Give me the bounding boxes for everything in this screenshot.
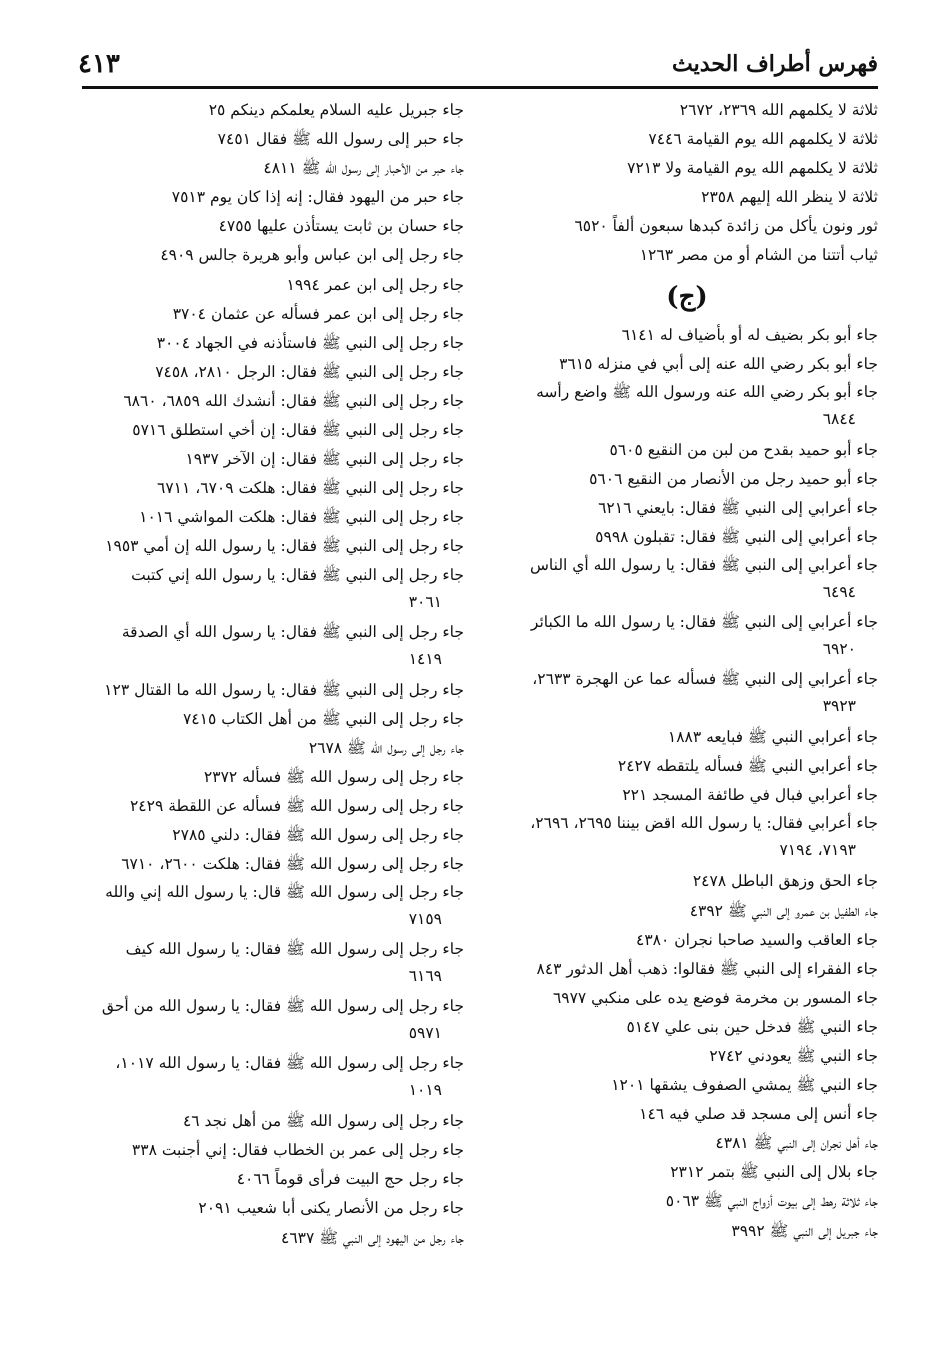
index-entry — [82, 792, 464, 821]
entry-continuation: ٧١٥٩ — [408, 910, 442, 929]
entry-text: جاء رجل إلى النبي ﷺ فقال: أنشدك الله ٦٨٥٩، ٦٨٦٠ — [123, 391, 464, 410]
entry-text: جاء رجل إلى النبي ﷺ فقال: يا رسول الله أي الصدقة — [121, 622, 464, 641]
entry-text: جاء أعرابي فبال في طائفة المسجد ٢٢١ — [622, 786, 878, 805]
index-entry — [82, 821, 464, 850]
index-entry — [82, 503, 464, 532]
entry-text: جاء أعرابي فقال: يا رسول الله اقض بيننا ٢٦٩٥، ٢٦٩٦، — [530, 814, 878, 833]
index-entry — [496, 465, 878, 494]
entry-text: جاء أبو حميد رجل من الأنصار من النقيع ٥٦٠٦ — [589, 469, 878, 488]
entry-text: جاء أبو بكر بضيف له أو بأضياف له ٦١٤١ — [621, 325, 878, 344]
index-entry — [496, 1071, 878, 1100]
entry-continuation: ٣٠٦١ — [408, 592, 442, 611]
index-entry — [82, 676, 464, 705]
entry-text: جاء المسور بن مخرمة فوضع يده على منكبي ٦٩٧٧ — [552, 988, 878, 1007]
index-entry — [82, 1165, 464, 1194]
index-entry: ثور ونون يأكل من زائدة كبدها سبعون ألفاً ٦٥٢٠ — [574, 217, 878, 236]
index-entry — [82, 705, 464, 734]
page-title: فهرس أطراف الحديث — [672, 51, 878, 77]
entry-text: جاء رجل إلى رسول الله ﷺ فقال: هلكت ٢٦٠٠، ٦٧١٠ — [121, 855, 464, 874]
index-entry — [82, 358, 464, 387]
index-entry — [82, 936, 464, 990]
index-entry — [82, 183, 464, 212]
index-entry: ثياب أتتنا من الشام أو من مصر ١٢٦٣ — [639, 246, 878, 265]
entry-text: جاء النبي ﷺ يعودني ٢٧٤٢ — [709, 1046, 878, 1065]
page-header — [78, 44, 878, 84]
entry-continuation: ٥٩٧١ — [408, 1024, 442, 1043]
entry-continuation: ١٤١٩ — [408, 649, 442, 668]
entry-continuation: ٦٤٩٤ — [822, 583, 856, 602]
index-entry — [496, 436, 878, 465]
entry-text: جاء رجل إلى النبي ﷺ فاستأذنه في الجهاد ٣٠٠٤ — [156, 333, 464, 352]
entry-continuation: ٦١٦٩ — [408, 967, 442, 986]
entry-text: جاء الفقراء إلى النبي ﷺ فقالوا: ذهب أهل الدثور ٨٤٣ — [536, 959, 878, 978]
index-entry — [496, 666, 878, 720]
index-entry — [496, 379, 878, 433]
entry-text: جاء رجل إلى عمر بن الخطاب فقال: إني أجنبت ٣٣٨ — [131, 1141, 464, 1160]
index-entry — [496, 984, 878, 1013]
index-entry — [82, 532, 464, 561]
entry-text: جاء رجل إلى النبي ﷺ فقال: إن الآخر ١٩٣٧ — [185, 450, 464, 469]
entry-text: جاء أبو حميد بقدح من لبن من النقيع ٥٦٠٥ — [609, 440, 878, 459]
entry-text: جاء جبريل إلى النبي ﷺ ٣٩٩٢ — [731, 1221, 878, 1240]
entry-text: جاء الحق وزهق الباطل ٢٤٧٨ — [692, 872, 878, 891]
index-entry — [82, 154, 464, 183]
index-entry — [496, 1129, 878, 1158]
entry-text: جاء رجل إلى رسول الله ﷺ فقال: يا رسول الله ١٠١٧، — [115, 1054, 464, 1073]
entry-text: جاء الطفيل بن عمرو إلى النبي ﷺ ٤٣٩٢ — [689, 901, 878, 920]
entry-text: جاء العاقب والسيد صاحبا نجران ٤٣٨٠ — [636, 930, 878, 949]
header-divider — [82, 86, 878, 89]
index-entry — [496, 1217, 878, 1246]
entry-text: جاء بلال إلى النبي ﷺ بتمر ٢٣١٢ — [670, 1163, 878, 1182]
entry-text: جاء رجل إلى رسول الله ﷺ فقال: يا رسول الله كيف — [125, 940, 464, 959]
index-entry — [82, 879, 464, 933]
entry-text: جاء أعرابي إلى النبي ﷺ فسأله عما عن الهجرة ٢٦٣٣، — [532, 670, 878, 689]
index-entry: ثلاثة لا ينظر الله إليهم ٢٣٥٨ — [701, 188, 878, 207]
entry-text: جاء أعرابي إلى النبي ﷺ فقال: تقبلون ٥٩٩٨ — [595, 528, 878, 547]
entry-text: جاء أهل نجران إلى النبي ﷺ ٤٣٨١ — [715, 1134, 878, 1153]
entry-text: جاء النبي ﷺ فدخل حين بنى علي ٥١٤٧ — [626, 1017, 878, 1036]
index-entry: ثلاثة لا يكلمهم الله يوم القيامة ٧٤٤٦ — [648, 130, 878, 149]
entry-text: جاء أعرابي النبي ﷺ فسأله يلتقطه ٢٤٢٧ — [617, 757, 878, 776]
index-entry — [496, 350, 878, 379]
entry-text: جاء أعرابي النبي ﷺ فبايعه ١٨٨٣ — [667, 728, 878, 747]
index-entry — [82, 271, 464, 300]
index-entry — [82, 1107, 464, 1136]
entry-text: جاء رجل إلى رسول الله ﷺ فقال: دلني ٢٧٨٥ — [172, 825, 464, 844]
entry-text: جاء رجل إلى النبي ﷺ فقال: إن أخي استطلق ٥٧١٦ — [132, 421, 464, 440]
entry-text: جاء رجل إلى رسول الله ﷺ فسأله عن اللقطة ٢٤٢٩ — [129, 796, 464, 815]
index-entry — [496, 1042, 878, 1071]
index-entry — [82, 763, 464, 792]
index-entry — [82, 619, 464, 673]
section-letter: (ج) — [666, 281, 708, 312]
entry-continuation: ١٠١٩ — [408, 1081, 442, 1100]
index-entry — [496, 494, 878, 523]
index-entry — [82, 241, 464, 270]
entry-text: جاء رجل إلى رسول الله ﷺ من أهل نجد ٤٦ — [182, 1112, 464, 1131]
entry-text: جاء أعرابي إلى النبي ﷺ فقال: يا رسول الله ما الكبائر — [530, 613, 878, 632]
entry-text: جاء رجل إلى رسول الله ﷺ فسأله ٢٣٧٢ — [203, 767, 464, 786]
index-entry: ثلاثة لا يكلمهم الله يوم القيامة ولا ٧٢١٣ — [627, 159, 878, 178]
index-entry — [82, 474, 464, 503]
entry-continuation: ٣٩٢٣ — [822, 697, 856, 716]
entry-text: جاء أنس إلى مسجد قد صلي فيه ١٤٦ — [639, 1105, 878, 1124]
index-entry — [82, 1194, 464, 1223]
index-entry — [82, 445, 464, 474]
entry-text: جاء رجل إلى النبي ﷺ فقال: هلكت ٦٧٠٩، ٦٧١١ — [157, 479, 464, 498]
entry-text: جاء أبو بكر رضي الله عنه ورسول الله ﷺ واضع رأسه — [536, 382, 878, 401]
entry-text: جاء رجل إلى النبي ﷺ فقال: يا رسول الله إن أمي ١٩٥٣ — [105, 537, 464, 556]
index-entry — [496, 1158, 878, 1187]
index-entry — [496, 810, 878, 864]
right-column — [496, 96, 878, 1246]
index-entry — [82, 1224, 464, 1253]
left-column — [82, 96, 464, 1253]
entry-text: جاء جبريل عليه السلام يعلمكم دينكم ٢٥ — [208, 101, 464, 119]
entry-text: جاء رجل حج البيت فرأى قوماً ٤٠٦٦ — [236, 1170, 464, 1189]
index-entry — [496, 897, 878, 926]
entry-text: جاء رجل إلى رسول الله ﷺ ٢٦٧٨ — [308, 738, 464, 757]
index-entry — [496, 955, 878, 984]
index-entry — [82, 212, 464, 241]
index-entry — [496, 552, 878, 606]
entry-text: جاء النبي ﷺ يمشي الصفوف يشقها ١٢٠١ — [611, 1076, 878, 1095]
page-number: ٤١٣ — [78, 49, 120, 79]
entry-text: جاء حبر من الأحبار إلى رسول الله ﷺ ٤٨١١ — [263, 159, 464, 178]
index-entry — [82, 329, 464, 358]
entry-text: جاء حبر من اليهود فقال: إنه إذا كان يوم ٧٥١٣ — [171, 188, 464, 207]
entry-text: جاء رجل إلى النبي ﷺ فقال: الرجل ٢٨١٠، ٧٤٥٨ — [155, 362, 464, 381]
entry-text: جاء رجل إلى ابن عمر ١٩٩٤ — [286, 275, 464, 294]
entry-text: جاء رجل إلى رسول الله ﷺ فقال: يا رسول الله من أحق — [101, 997, 464, 1016]
index-entry: ثلاثة لا يكلمهم الله ٢٣٦٩، ٢٦٧٢ — [679, 101, 878, 119]
entry-continuation: ٦٨٤٤ — [822, 409, 856, 428]
entry-text: جاء رجل إلى النبي ﷺ فقال: يا رسول الله ما القتال ١٢٣ — [104, 680, 464, 699]
index-entry — [496, 1013, 878, 1042]
index-entry — [82, 387, 464, 416]
index-entry — [496, 523, 878, 552]
index-entry — [496, 926, 878, 955]
index-entry — [82, 125, 464, 154]
index-entry — [496, 781, 878, 810]
index-entry — [82, 993, 464, 1047]
index-entry — [496, 321, 878, 350]
entry-text: جاء حسان بن ثابت يستأذن عليها ٤٧٥٥ — [218, 217, 464, 236]
index-entry — [496, 609, 878, 663]
entry-text: جاء رجل إلى النبي ﷺ فقال: هلكت المواشي ١٠١٦ — [139, 508, 464, 527]
entry-text: جاء ثلاثة رهط إلى بيوت أزواج النبي ﷺ ٥٠٦٣ — [665, 1192, 878, 1211]
entry-text: جاء أعرابي إلى النبي ﷺ فقال: بايعني ٦٢١٦ — [598, 498, 878, 517]
index-entry — [82, 1050, 464, 1104]
index-entry — [496, 867, 878, 896]
index-entry — [82, 300, 464, 329]
index-entry — [82, 562, 464, 616]
index-entry — [496, 752, 878, 781]
entry-continuation: ٧١٩٣، ٧١٩٤ — [779, 841, 856, 860]
index-entry — [82, 850, 464, 879]
entry-text: جاء رجل من اليهود إلى النبي ﷺ ٤٦٣٧ — [281, 1228, 464, 1247]
index-entry — [496, 723, 878, 752]
entry-continuation: ٦٩٢٠ — [822, 640, 856, 659]
index-entry — [82, 1136, 464, 1165]
entry-text: جاء رجل إلى النبي ﷺ من أهل الكتاب ٧٤١٥ — [182, 709, 464, 728]
index-entry — [82, 734, 464, 763]
entry-text: جاء رجل من الأنصار يكنى أبا شعيب ٢٠٩١ — [198, 1199, 464, 1218]
entry-text: جاء رجل إلى ابن عباس وأبو هريرة جالس ٤٩٠٩ — [160, 246, 464, 265]
entry-text: جاء رجل إلى ابن عمر فسأله عن عثمان ٣٧٠٤ — [172, 304, 464, 323]
entry-text: جاء أبو بكر رضي الله عنه إلى أبي في منزله ٣٦١٥ — [559, 354, 878, 373]
index-entry — [82, 416, 464, 445]
entry-text: جاء رجل إلى النبي ﷺ فقال: يا رسول الله إني كتبت — [131, 565, 464, 584]
index-entry — [82, 96, 464, 125]
index-entry — [496, 1187, 878, 1216]
entry-text: جاء رجل إلى رسول الله ﷺ قال: يا رسول الله إني والله — [105, 883, 464, 902]
index-entry — [496, 1100, 878, 1129]
entry-text: جاء حبر إلى رسول الله ﷺ فقال ٧٤٥١ — [217, 130, 464, 149]
entry-text: جاء أعرابي إلى النبي ﷺ فقال: يا رسول الله أي الناس — [530, 556, 878, 575]
